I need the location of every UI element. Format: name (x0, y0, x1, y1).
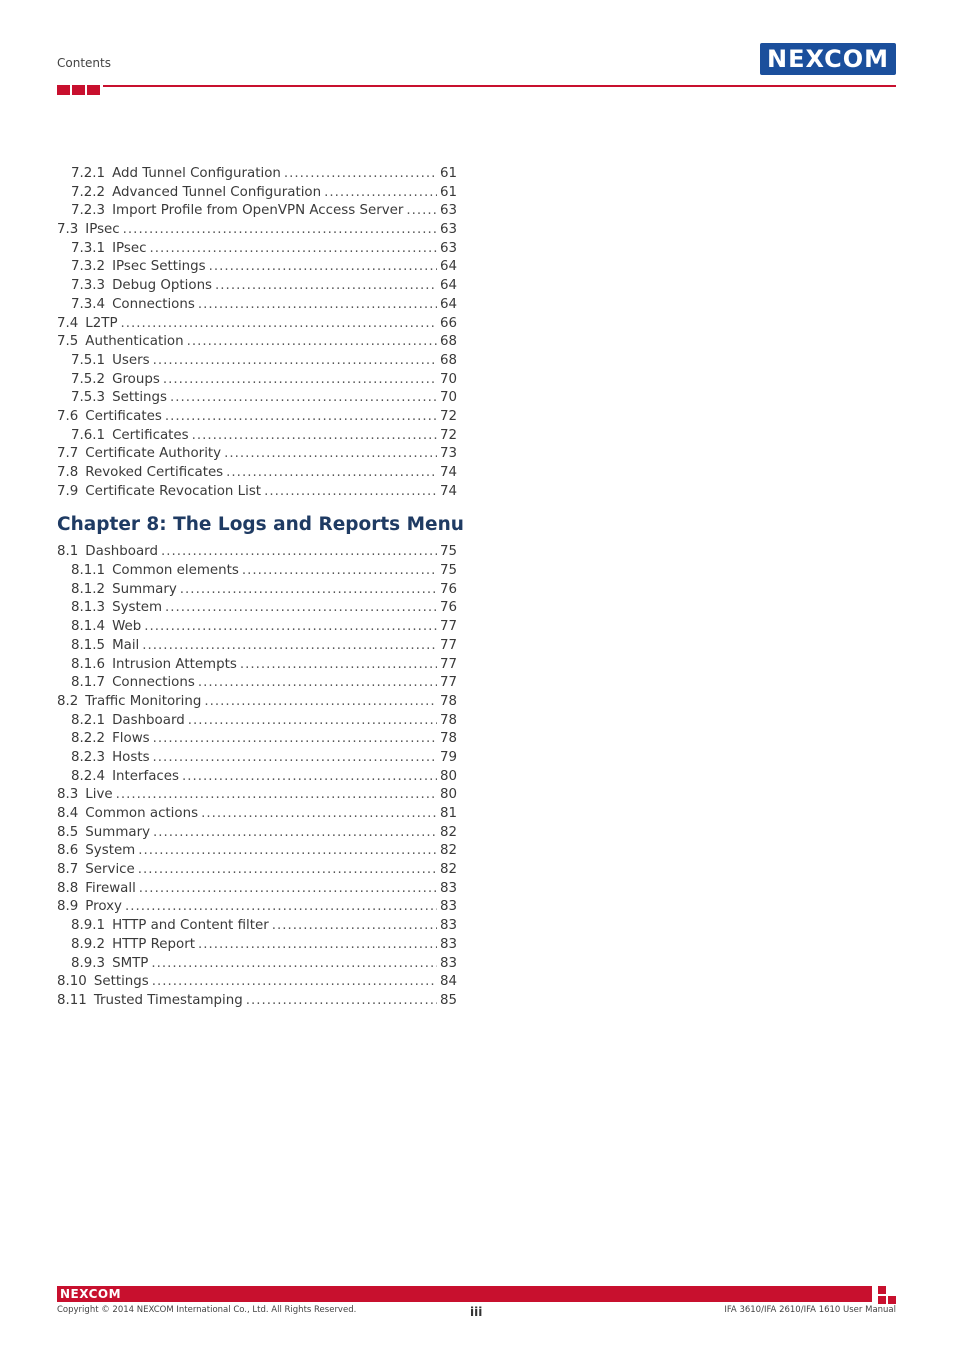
toc-entry-page: 80 (439, 768, 457, 784)
toc-entry-title: Trusted Timestamping (93, 992, 243, 1008)
toc-entry-title: Dashboard (112, 712, 185, 728)
toc-leader-dots (180, 581, 437, 600)
toc-entry-number: 7.3.2 (71, 259, 106, 275)
toc-entry-page: 63 (439, 222, 457, 238)
toc-entry-title: Mail (112, 637, 140, 653)
toc-entry-title: Common elements (112, 563, 239, 579)
toc-entry-page: 68 (439, 352, 457, 368)
toc-entry[interactable] (57, 599, 457, 618)
toc-leader-dots (209, 258, 437, 277)
toc-entry-number: 7.3.4 (71, 296, 106, 312)
toc-entry-page: 82 (439, 824, 457, 840)
toc-entry-number: 8.1.3 (71, 600, 106, 616)
toc-leader-dots (152, 973, 437, 992)
toc-entry-page: 66 (439, 315, 457, 331)
toc-list-chapter-8 (57, 543, 457, 1010)
toc-entry-title: Dashboard (85, 544, 158, 560)
toc-leader-dots (264, 483, 437, 502)
toc-entry-page: 70 (439, 371, 457, 387)
toc-entry-number: 8.1.6 (71, 656, 106, 672)
toc-entry-title: Advanced Tunnel Configuration (112, 184, 322, 200)
toc-entry-number: 8.2 (57, 693, 79, 709)
toc-entry-number: 8.1 (57, 544, 79, 560)
toc-entry-page: 64 (439, 278, 457, 294)
toc-entry[interactable] (57, 674, 457, 693)
toc-entry-title: IPsec (112, 240, 147, 256)
toc-leader-dots (198, 296, 437, 315)
toc-entry-page: 64 (439, 296, 457, 312)
toc-entry-number: 8.9.2 (71, 936, 106, 952)
toc-entry-number: 8.9.1 (71, 918, 106, 934)
toc-entry-number: 7.7 (57, 446, 79, 462)
toc-entry-page: 84 (439, 974, 457, 990)
toc-entry-number: 8.8 (57, 880, 79, 896)
toc-entry-number: 8.5 (57, 824, 79, 840)
toc-entry-title: Certificate Revocation List (85, 483, 262, 499)
toc-leader-dots (204, 693, 437, 712)
toc-entry-title: Certificate Authority (85, 446, 222, 462)
toc-entry-title: Summary (112, 581, 177, 597)
toc-entry[interactable] (57, 936, 457, 955)
toc-entry[interactable] (57, 898, 457, 917)
toc-leader-dots (187, 333, 437, 352)
toc-entry[interactable] (57, 445, 457, 464)
table-of-contents (57, 165, 464, 1011)
toc-entry-page: 82 (439, 843, 457, 859)
toc-leader-dots (188, 712, 437, 731)
toc-leader-dots (161, 543, 437, 562)
toc-leader-dots (138, 842, 437, 861)
toc-entry-number: 7.6 (57, 408, 79, 424)
toc-leader-dots (324, 184, 437, 203)
logo-text: NEXCOM (766, 45, 890, 73)
toc-entry-page: 82 (439, 862, 457, 878)
toc-entry-page: 63 (439, 240, 457, 256)
toc-entry-number: 7.3.3 (71, 278, 106, 294)
toc-entry-page: 77 (439, 637, 457, 653)
toc-entry-title: Authentication (85, 334, 184, 350)
toc-entry[interactable] (57, 973, 457, 992)
toc-leader-dots (153, 730, 437, 749)
toc-entry-number: 8.3 (57, 787, 79, 803)
toc-entry[interactable] (57, 637, 457, 656)
toc-entry[interactable] (57, 880, 457, 899)
toc-entry-title: IPsec Settings (112, 259, 206, 275)
toc-entry-title: Debug Options (112, 278, 213, 294)
toc-leader-dots (153, 749, 437, 768)
toc-entry[interactable] (57, 861, 457, 880)
toc-entry-number: 8.9.3 (71, 955, 106, 971)
toc-entry[interactable] (57, 955, 457, 974)
toc-leader-dots (224, 445, 437, 464)
toc-entry-title: IPsec (85, 222, 120, 238)
toc-leader-dots (121, 315, 437, 334)
toc-entry-title: HTTP and Content filter (112, 918, 269, 934)
toc-entry-page: 75 (439, 563, 457, 579)
toc-entry-number: 7.8 (57, 465, 79, 480)
toc-leader-dots (272, 917, 437, 936)
toc-entry-page: 72 (439, 427, 457, 443)
toc-entry[interactable] (57, 917, 457, 936)
footer-copyright: Copyright © 2014 NEXCOM International Co., Ltd. All Rights Reserved. (57, 1305, 357, 1315)
toc-leader-dots (242, 562, 437, 581)
toc-leader-dots (198, 674, 437, 693)
toc-leader-dots (138, 861, 437, 880)
toc-entry-title: Summary (85, 824, 151, 840)
toc-entry-page: 78 (439, 731, 457, 747)
toc-entry[interactable] (57, 408, 457, 427)
toc-entry-title: System (112, 600, 163, 616)
toc-entry-number: 7.3.1 (71, 240, 106, 256)
toc-entry[interactable] (57, 352, 457, 371)
toc-leader-dots (144, 618, 437, 637)
toc-leader-dots (201, 805, 437, 824)
toc-entry-title: Hosts (112, 749, 150, 765)
toc-entry-title: Live (85, 787, 113, 803)
toc-leader-dots (215, 277, 437, 296)
toc-entry[interactable] (57, 165, 457, 184)
toc-leader-dots (116, 786, 437, 805)
toc-leader-dots (123, 221, 437, 240)
toc-list-chapter-7 (57, 165, 457, 501)
toc-entry-page: 63 (439, 203, 457, 219)
toc-entry-title: Service (85, 862, 135, 878)
toc-entry-number: 8.1.7 (71, 675, 106, 691)
toc-entry-page: 73 (439, 446, 457, 462)
toc-entry[interactable] (57, 333, 457, 352)
toc-entry-title: Add Tunnel Configuration (112, 166, 281, 181)
toc-entry-page: 76 (439, 581, 457, 597)
toc-entry-number: 8.11 (57, 992, 87, 1008)
footer-page-number: iii (470, 1305, 483, 1319)
toc-entry[interactable] (57, 277, 457, 296)
toc-entry-number: 8.6 (57, 843, 79, 859)
toc-entry[interactable] (57, 427, 457, 446)
toc-entry-page: 77 (439, 619, 457, 635)
toc-entry-page: 83 (439, 936, 457, 952)
toc-leader-dots (151, 955, 437, 974)
toc-entry-page: 77 (439, 675, 457, 691)
toc-entry-title: Traffic Monitoring (85, 693, 202, 709)
toc-entry-title: Interfaces (112, 768, 180, 784)
toc-entry-title: Intrusion Attempts (112, 656, 237, 672)
toc-entry[interactable] (57, 543, 457, 562)
toc-leader-dots (125, 898, 437, 917)
toc-entry-number: 8.2.4 (71, 768, 106, 784)
toc-entry-number: 7.2.1 (71, 166, 106, 181)
toc-entry[interactable] (57, 786, 457, 805)
toc-entry-number: 8.1.1 (71, 563, 106, 579)
toc-entry-number: 7.2.3 (71, 203, 106, 219)
toc-entry-page: 81 (439, 806, 457, 821)
toc-entry[interactable] (57, 749, 457, 768)
toc-entry-title: Import Profile from OpenVPN Access Server (112, 203, 404, 219)
toc-entry-page: 76 (439, 600, 457, 616)
toc-entry-title: Common actions (85, 806, 199, 821)
toc-entry-page: 68 (439, 334, 457, 350)
toc-entry-title: Certificates (85, 408, 162, 424)
footer-manual-title: IFA 3610/IFA 2610/IFA 1610 User Manual (724, 1305, 896, 1315)
toc-entry-title: Web (112, 619, 142, 635)
toc-entry-number: 7.5.1 (71, 352, 106, 368)
toc-leader-dots (142, 637, 437, 656)
toc-leader-dots (139, 880, 437, 899)
toc-entry[interactable] (57, 768, 457, 787)
toc-leader-dots (406, 202, 437, 221)
toc-entry-number: 8.2.2 (71, 731, 106, 747)
chapter-8-heading: Chapter 8: The Logs and Reports Menu (57, 514, 464, 536)
toc-entry-page: 85 (439, 992, 457, 1008)
toc-entry-number: 8.1.4 (71, 619, 106, 635)
toc-entry-title: Settings (93, 974, 149, 990)
toc-entry[interactable] (57, 842, 457, 861)
header-section-label: Contents (57, 56, 111, 70)
toc-entry-page: 83 (439, 880, 457, 896)
toc-entry-title: L2TP (85, 315, 118, 331)
toc-entry-title: Settings (112, 390, 168, 406)
toc-entry-number: 7.2.2 (71, 184, 106, 200)
toc-entry-page: 80 (439, 787, 457, 803)
toc-entry-page: 83 (439, 899, 457, 915)
toc-entry-number: 7.6.1 (71, 427, 106, 443)
toc-entry-title: Groups (112, 371, 160, 387)
toc-entry-number: 8.1.5 (71, 637, 106, 653)
toc-entry-number: 7.5.3 (71, 390, 106, 406)
toc-entry-title: SMTP (112, 955, 149, 971)
footer-red-bar (57, 1286, 872, 1302)
toc-entry-title: Flows (112, 731, 150, 747)
toc-entry-number: 8.10 (57, 974, 87, 990)
toc-entry-title: Users (112, 352, 150, 368)
toc-entry-number: 7.9 (57, 483, 79, 499)
toc-entry-title: Certificates (112, 427, 189, 443)
toc-entry[interactable] (57, 824, 457, 843)
toc-leader-dots (153, 352, 437, 371)
toc-entry[interactable] (57, 618, 457, 637)
toc-leader-dots (246, 992, 437, 1011)
toc-entry-number: 7.5 (57, 334, 79, 350)
toc-entry-page: 79 (439, 749, 457, 765)
toc-entry[interactable] (57, 805, 457, 824)
toc-entry-page: 83 (439, 955, 457, 971)
toc-entry-page: 70 (439, 390, 457, 406)
toc-leader-dots (240, 656, 437, 675)
toc-leader-dots (284, 165, 437, 184)
toc-leader-dots (149, 240, 437, 259)
toc-entry[interactable] (57, 240, 457, 259)
toc-entry[interactable] (57, 562, 457, 581)
toc-leader-dots (226, 464, 437, 483)
toc-entry-page: 74 (439, 465, 457, 480)
toc-entry[interactable] (57, 258, 457, 277)
footer-logo: NEXCOM (60, 1287, 122, 1301)
toc-entry[interactable] (57, 693, 457, 712)
toc-leader-dots (163, 371, 437, 390)
toc-leader-dots (198, 936, 437, 955)
toc-leader-dots (182, 768, 437, 787)
toc-entry[interactable] (57, 712, 457, 731)
toc-entry-number: 8.2.1 (71, 712, 106, 728)
toc-entry-page: 78 (439, 693, 457, 709)
toc-entry-number: 7.3 (57, 222, 79, 238)
toc-entry[interactable] (57, 221, 457, 240)
toc-entry[interactable] (57, 581, 457, 600)
toc-entry-title: Connections (112, 296, 195, 312)
toc-entry-title: Firewall (85, 880, 136, 896)
toc-entry-page: 75 (439, 544, 457, 560)
toc-entry[interactable] (57, 483, 457, 502)
toc-entry[interactable] (57, 184, 457, 203)
toc-leader-dots (153, 824, 437, 843)
toc-entry-title: Revoked Certificates (85, 465, 224, 480)
toc-entry-number: 8.2.3 (71, 749, 106, 765)
footer-squares-icon (878, 1286, 896, 1304)
toc-entry[interactable] (57, 389, 457, 408)
toc-entry[interactable] (57, 202, 457, 221)
toc-entry-page: 61 (439, 184, 457, 200)
toc-entry-number: 8.7 (57, 862, 79, 878)
toc-entry-page: 61 (439, 166, 457, 181)
toc-leader-dots (165, 408, 437, 427)
toc-entry[interactable] (57, 315, 457, 334)
toc-entry[interactable] (57, 730, 457, 749)
toc-entry-title: Proxy (85, 899, 122, 915)
toc-entry-title: HTTP Report (112, 936, 195, 952)
toc-entry-title: Connections (112, 675, 195, 691)
header-red-rule (103, 85, 896, 87)
nexcom-logo (760, 43, 896, 75)
toc-entry-number: 7.5.2 (71, 371, 106, 387)
header-red-blocks (57, 85, 100, 95)
toc-entry[interactable] (57, 464, 457, 483)
toc-entry-page: 74 (439, 483, 457, 499)
toc-entry-page: 78 (439, 712, 457, 728)
toc-entry-title: System (85, 843, 136, 859)
toc-entry-number: 8.1.2 (71, 581, 106, 597)
toc-entry[interactable] (57, 992, 457, 1011)
toc-entry-number: 7.4 (57, 315, 79, 331)
toc-entry[interactable] (57, 371, 457, 390)
toc-entry[interactable] (57, 656, 457, 675)
toc-entry-page: 72 (439, 408, 457, 424)
toc-entry-page: 77 (439, 656, 457, 672)
toc-entry-page: 64 (439, 259, 457, 275)
toc-leader-dots (170, 389, 437, 408)
toc-entry-number: 8.4 (57, 806, 79, 821)
toc-entry-number: 8.9 (57, 899, 79, 915)
toc-leader-dots (192, 427, 437, 446)
toc-entry-page: 83 (439, 918, 457, 934)
toc-entry[interactable] (57, 296, 457, 315)
toc-leader-dots (165, 599, 437, 618)
